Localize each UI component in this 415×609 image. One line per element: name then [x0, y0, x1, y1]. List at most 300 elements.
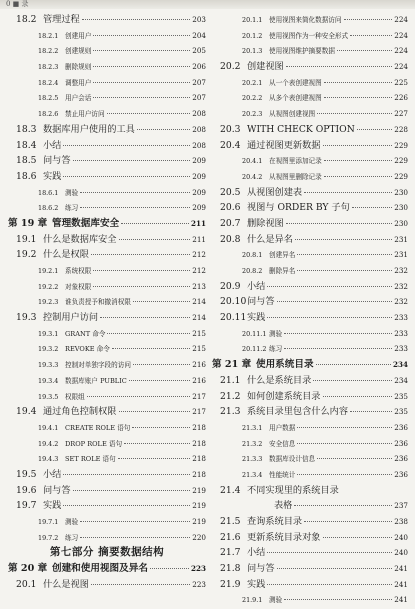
- toc-entry-title: 问与答: [247, 563, 275, 575]
- toc-entry-title: 从视图创建表: [247, 186, 303, 198]
- toc-dot-leader: [297, 254, 392, 255]
- toc-entry-title: 什么是数据库安全: [43, 233, 117, 245]
- toc-dot-leader: [73, 490, 191, 491]
- toc-page-number: 235: [394, 407, 408, 417]
- toc-entry-title: 创建视图: [247, 61, 284, 73]
- toc-entry-title: 删除异名: [269, 267, 296, 275]
- toc-entry-title: 用户数据: [269, 423, 296, 432]
- toc-entry-number: 21.7: [220, 547, 241, 559]
- toc-entry-title: 测验: [65, 188, 79, 197]
- toc-entry-number: 18.3: [16, 123, 37, 135]
- toc-dot-leader: [267, 317, 392, 318]
- toc-subsection-row: [8, 263, 206, 279]
- toc-section-row: [8, 122, 206, 138]
- toc-dot-leader: [93, 286, 190, 287]
- toc-entry-title: 使用视图来简化数据访问: [269, 16, 342, 24]
- toc-entry-title: 性能统计: [269, 470, 296, 479]
- toc-entry-title: 安全信息: [269, 439, 296, 448]
- toc-entry-number: 20.7: [220, 217, 241, 229]
- toc-entry-title: 测验: [65, 518, 79, 526]
- toc-dot-leader: [286, 223, 393, 224]
- toc-page-number: 233: [394, 344, 408, 354]
- toc-dot-leader: [317, 458, 392, 459]
- toc-dot-leader: [286, 66, 393, 67]
- toc-entry-number: 19.5: [16, 468, 37, 480]
- toc-entry-number: 20.4.1: [242, 157, 263, 166]
- toc-entry-title: 用户会话: [65, 94, 92, 103]
- toc-entry-title: 小结: [247, 280, 266, 292]
- toc-page-number: 229: [394, 156, 408, 166]
- toc-dot-leader: [119, 411, 191, 412]
- toc-entry-number: 19.7.2: [38, 533, 59, 542]
- toc-dot-leader: [297, 270, 392, 271]
- toc-page-number: 203: [192, 15, 206, 24]
- toc-subsection-row: [8, 279, 206, 295]
- toc-entry-title: 实践: [43, 500, 62, 512]
- toc-subsection-row: [212, 263, 408, 279]
- toc-section-row: [212, 294, 408, 310]
- toc-entry-number: 20.10: [220, 296, 247, 308]
- toc-page-number: 219: [192, 485, 206, 495]
- toc-dot-leader: [277, 568, 393, 569]
- toc-entry-number: 19.3.4: [38, 376, 59, 385]
- toc-dot-leader: [317, 113, 392, 114]
- toc-subsection-row: [212, 153, 408, 169]
- toc-dot-leader: [121, 223, 189, 224]
- toc-page-number: 240: [394, 548, 408, 558]
- toc-dot-leader: [352, 207, 392, 208]
- toc-dot-leader: [284, 333, 392, 334]
- toc-page-number: 208: [192, 109, 206, 119]
- toc-entry-title: 如何创建系统目录: [247, 390, 321, 402]
- toc-page-number: 219: [192, 501, 206, 511]
- toc-dot-leader: [133, 301, 190, 302]
- toc-entry-title: 练习: [65, 204, 79, 213]
- toc-entry-title: 什么是异名: [247, 233, 293, 245]
- toc-section-row: [212, 561, 408, 577]
- toc-entry-title: WITH CHECK OPTION: [247, 123, 355, 135]
- toc-entry-title: 创建和使用视图及异名: [52, 563, 148, 575]
- toc-entry-number: 19.7.1: [38, 518, 59, 526]
- toc-subsection-row: [212, 43, 408, 59]
- toc-dot-leader: [80, 521, 190, 522]
- toc-entry-number: 第 20 章: [8, 563, 48, 575]
- toc-dot-leader: [284, 599, 392, 600]
- toc-subsection-row: [8, 28, 206, 44]
- toc-entry-number: 21.3: [220, 406, 241, 418]
- toc-section-row: [212, 514, 408, 530]
- toc-entry-title: 不同实现里的系统目录: [247, 484, 339, 496]
- toc-page-number: 230: [394, 203, 408, 213]
- toc-page-number: 241: [394, 595, 408, 605]
- toc-page-number: 219: [192, 517, 206, 526]
- toc-entry-title: GRANT 命令: [65, 329, 106, 338]
- toc-page-number: 204: [192, 30, 206, 40]
- toc-dot-leader: [337, 50, 392, 51]
- toc-entry-title: 问与答: [43, 484, 71, 496]
- toc-subsection-row: [212, 28, 408, 44]
- toc-entry-title: 删除视图: [247, 217, 284, 229]
- toc-dot-leader: [357, 129, 393, 130]
- toc-entry-number: 19.2: [16, 249, 37, 261]
- toc-section-row: [212, 404, 408, 420]
- toc-entry-title: REVOKE 命令: [65, 345, 110, 354]
- toc-subsection-row: [212, 90, 408, 106]
- toc-subsection-row: [212, 420, 408, 436]
- toc-page-number: 236: [394, 454, 408, 464]
- toc-entry-number: 21.4: [220, 484, 241, 496]
- toc-entry-number: 19.3.5: [38, 392, 59, 401]
- toc-dot-leader: [63, 176, 190, 177]
- toc-entry-number: 20.8.1: [242, 251, 263, 260]
- toc-dot-leader: [80, 192, 190, 193]
- toc-entry-number: 19.4: [16, 406, 37, 418]
- toc-dot-leader: [324, 97, 393, 98]
- toc-page-number: 241: [394, 579, 408, 589]
- toc-entry-number: 18.2.3: [38, 63, 59, 72]
- toc-part-heading: [8, 545, 206, 561]
- toc-page-number: 237: [394, 501, 408, 511]
- toc-dot-leader: [93, 50, 190, 51]
- toc-dot-leader: [323, 537, 393, 538]
- toc-dot-leader: [267, 286, 392, 287]
- toc-page-number: 231: [394, 234, 408, 244]
- toc-section-row: [212, 577, 408, 593]
- toc-page-number: 241: [394, 564, 408, 574]
- toc-entry-title: 小结: [43, 139, 62, 151]
- toc-section-row: [212, 483, 408, 499]
- toc-entry-number: 第 19 章: [8, 217, 48, 229]
- toc-subsection-row: [8, 326, 206, 342]
- toc-page-number: 230: [394, 218, 408, 228]
- toc-entry-title: 数据库设计信息: [269, 455, 316, 464]
- toc-entry-title: 创建用户: [65, 31, 92, 40]
- toc-subsection-row: [8, 59, 206, 75]
- toc-entry-title: 小结: [43, 468, 62, 480]
- toc-entry-number: 21.3.2: [242, 439, 263, 448]
- toc-entry-title: 管理过程: [43, 14, 80, 25]
- toc-entry-number: 21.8: [220, 563, 241, 575]
- toc-dot-leader: [304, 192, 392, 193]
- toc-dot-leader: [107, 333, 190, 334]
- page-header-bar: [0, 0, 415, 9]
- toc-entry-title: 系统目录里包含什么内容: [247, 406, 349, 418]
- toc-section-row: [8, 232, 206, 248]
- toc-page-number: 205: [192, 46, 206, 56]
- toc-subsection-row: [8, 90, 206, 106]
- toc-page-number: 211: [192, 234, 206, 244]
- toc-entry-number: 18.6.2: [38, 204, 59, 213]
- toc-page-number: 208: [192, 124, 206, 134]
- toc-entry-title: 问与答: [247, 296, 275, 308]
- toc-dot-leader: [93, 270, 190, 271]
- toc-entry-title: 删除规则: [65, 63, 92, 72]
- toc-entry-title: 什么是视图: [43, 578, 89, 590]
- toc-page-number: 218: [192, 422, 206, 432]
- toc-section-row: [212, 59, 408, 75]
- toc-entry-number: 20.1.3: [242, 47, 263, 56]
- toc-section-row: [8, 577, 206, 593]
- toc-entry-number: 21.3.1: [242, 423, 263, 432]
- toc-page-number: 224: [394, 62, 408, 72]
- toc-entry-title: 通过角色控制权限: [43, 406, 117, 418]
- toc-dot-leader: [87, 396, 191, 397]
- toc-section-row: [8, 498, 206, 514]
- toc-subsection-row: [8, 75, 206, 91]
- toc-entry-number: 19.2.3: [38, 298, 59, 307]
- toc-entry-number: 19.3.1: [38, 329, 59, 338]
- toc-entry-number: 19.7: [16, 500, 37, 512]
- toc-subsection-row: [8, 185, 206, 201]
- toc-dot-leader: [129, 380, 190, 381]
- toc-page-number: 232: [394, 281, 408, 291]
- toc-dot-leader: [118, 458, 191, 459]
- toc-entry-number: 19.3: [16, 312, 37, 324]
- toc-entry-number: 21.1: [220, 374, 241, 386]
- toc-subsection-row: [212, 341, 408, 357]
- toc-page-number: 225: [394, 77, 408, 87]
- toc-entry-number: 20.9: [220, 280, 241, 292]
- toc-page-number: 234: [394, 375, 408, 385]
- toc-dot-leader: [267, 552, 392, 553]
- toc-section-row: [212, 138, 408, 154]
- toc-entry-title: 视图与 ORDER BY 子句: [247, 202, 350, 214]
- toc-entry-number: 18.6: [16, 170, 37, 182]
- toc-entry-number: 19.4.2: [38, 439, 59, 448]
- toc-dot-leader: [350, 411, 392, 412]
- toc-subsection-row: [8, 451, 206, 467]
- toc-entry-number: 18.2.2: [38, 47, 59, 56]
- toc-entry-title: SET ROLE 语句: [65, 455, 116, 464]
- toc-dot-leader: [93, 82, 190, 83]
- toc-entry-number: 18.2.5: [38, 94, 59, 103]
- toc-entry-number: 第 21 章: [212, 359, 252, 371]
- toc-subsection-row: [212, 436, 408, 452]
- toc-dot-leader: [324, 82, 393, 83]
- toc-page-number: 208: [192, 140, 206, 150]
- toc-page-number: 223: [190, 564, 206, 574]
- toc-page-number: 238: [394, 517, 408, 526]
- toc-entry-number: 21.3.3: [242, 455, 263, 464]
- toc-entry-number: 20.2.2: [242, 94, 263, 103]
- toc-dot-leader: [294, 505, 392, 506]
- toc-entry-number: 20.1.2: [242, 31, 263, 40]
- toc-dot-leader: [119, 239, 191, 240]
- toc-section-row: [212, 200, 408, 216]
- toc-entry-number: 20.2.3: [242, 110, 263, 119]
- toc-section-row: [212, 216, 408, 232]
- toc-entry-number: 20.6: [220, 202, 241, 214]
- toc-page-number: 224: [394, 46, 408, 56]
- toc-chapter-row: [8, 216, 206, 232]
- toc-dot-leader: [297, 427, 392, 428]
- toc-entry-title: 禁止用户访问: [65, 110, 105, 119]
- toc-page-number: 236: [394, 438, 408, 448]
- toc-entry-title: 从视图创建视图: [269, 110, 316, 119]
- toc-entry-title: 调整用户: [65, 78, 92, 87]
- toc-page-number: 228: [394, 124, 408, 134]
- toc-page-number: 214: [192, 297, 206, 307]
- toc-entry-title: 更新系统目录对象: [247, 531, 321, 543]
- toc-subsection-row: [212, 247, 408, 263]
- toc-section-row: [8, 153, 206, 169]
- toc-section-row: [8, 404, 206, 420]
- toc-dot-leader: [324, 160, 393, 161]
- toc-section-row: [212, 545, 408, 561]
- toc-entry-title: 问与答: [43, 155, 71, 167]
- toc-dot-leader: [313, 380, 392, 381]
- toc-page-number: 209: [192, 203, 206, 213]
- toc-entry-number: 20.4.2: [242, 172, 263, 181]
- toc-entry-title: 创建规则: [65, 47, 92, 56]
- toc-dot-leader: [112, 348, 190, 349]
- toc-page-number: 229: [394, 171, 408, 181]
- toc-subsection-row: [212, 106, 408, 122]
- toc-entry-title: 查询系统目录: [247, 516, 303, 527]
- toc-page-number: 231: [394, 250, 408, 260]
- toc-entry-number: 20.2: [220, 61, 241, 73]
- toc-section-row: [212, 389, 408, 405]
- toc-dot-leader: [107, 113, 191, 114]
- toc-entry-number: 18.2: [16, 14, 37, 25]
- toc-entry-title: CREATE ROLE 语句: [65, 423, 131, 432]
- toc-subsection-row: [8, 530, 206, 546]
- toc-dot-leader: [297, 443, 392, 444]
- toc-entry-title: 从多个表创建视图: [269, 94, 322, 103]
- toc-entry-title: 使用视图作为一种安全形式: [269, 31, 349, 40]
- toc-entry-title: 什么是系统目录: [247, 374, 312, 386]
- toc-subsection-row: [8, 420, 206, 436]
- toc-page-number: 233: [394, 313, 408, 323]
- toc-entry-number: 18.2.1: [38, 31, 59, 40]
- toc-subsection-row: [212, 75, 408, 91]
- toc-dot-leader: [277, 301, 393, 302]
- toc-entry-title: 从视图里删除记录: [269, 172, 322, 181]
- toc-subsection-row: [8, 373, 206, 389]
- toc-dot-leader: [284, 348, 392, 349]
- toc-page-number: 236: [394, 469, 408, 479]
- toc-page-number: 233: [394, 328, 408, 338]
- toc-page-number: 230: [394, 187, 408, 197]
- toc-entry-number: 20.3: [220, 123, 241, 135]
- toc-page-number: 232: [394, 266, 408, 275]
- toc-entry-number: 19.1: [16, 233, 37, 245]
- toc-entry-title: 数据库用户使用的工具: [43, 123, 135, 135]
- toc-dot-leader: [295, 239, 392, 240]
- toc-subsection-row: [212, 451, 408, 467]
- toc-dot-leader: [63, 145, 190, 146]
- toc-page-number: 216: [192, 375, 206, 385]
- toc-section-row: [212, 232, 408, 248]
- toc-page-number: 223: [192, 579, 206, 589]
- toc-entry-title: 练习: [65, 533, 79, 542]
- toc-entry-title: 实践: [247, 578, 266, 590]
- toc-entry-title: 测验: [269, 329, 283, 338]
- toc-dot-leader: [344, 19, 393, 20]
- toc-entry-number: 20.4: [220, 139, 241, 151]
- toc-entry-title: 测验: [269, 596, 283, 605]
- toc-entry-title: 实践: [43, 170, 62, 182]
- toc-continuation-row: [212, 498, 408, 514]
- toc-entry-title: 对象权限: [65, 282, 92, 291]
- toc-entry-title: 谁负责授予和撤消权限: [65, 298, 131, 307]
- toc-subsection-row: [212, 467, 408, 483]
- toc-dot-leader: [100, 317, 190, 318]
- toc-entry-number: 21.9: [220, 578, 241, 590]
- toc-section-row: [212, 310, 408, 326]
- toc-subsection-row: [212, 169, 408, 185]
- toc-page-number: 218: [192, 469, 206, 479]
- toc-subsection-row: [8, 294, 206, 310]
- toc-section-row: [212, 373, 408, 389]
- toc-dot-leader: [82, 19, 191, 20]
- toc-section-row: [8, 169, 206, 185]
- toc-entry-number: 19.3.3: [38, 361, 59, 370]
- toc-subsection-row: [8, 200, 206, 216]
- toc-entry-title: 什么是权限: [43, 249, 89, 261]
- toc-dot-leader: [80, 207, 190, 208]
- toc-subsection-row: [8, 357, 206, 373]
- toc-entry-title: 练习: [269, 345, 283, 354]
- toc-section-row: [8, 483, 206, 499]
- toc-subsection-row: [212, 592, 408, 608]
- toc-page-number: 207: [192, 93, 206, 103]
- toc-dot-leader: [267, 584, 392, 585]
- toc-dot-leader: [137, 129, 190, 130]
- toc-subsection-row: [8, 43, 206, 59]
- toc-dot-leader: [323, 145, 393, 146]
- toc-entry-number: 18.2.6: [38, 110, 59, 119]
- toc-page-number: 209: [192, 187, 206, 197]
- toc-entry-title: 小结: [247, 547, 266, 559]
- toc-dot-leader: [93, 97, 190, 98]
- toc-page-number: 234: [392, 360, 408, 370]
- toc-section-row: [8, 12, 206, 28]
- toc-entry-number: 21.2: [220, 390, 241, 402]
- toc-page-number: 224: [394, 30, 408, 40]
- toc-entry-number: 20.5: [220, 186, 241, 198]
- toc-page-number: 209: [192, 156, 206, 166]
- toc-chapter-row: [8, 561, 206, 577]
- toc-page-number: 215: [192, 344, 206, 354]
- toc-entry-title: 控制对单独字段的访问: [65, 361, 131, 370]
- toc-subsection-row: [8, 341, 206, 357]
- toc-subsection-row: [8, 389, 206, 405]
- toc-entry-title: 通过视图更新数据: [247, 139, 321, 151]
- toc-section-row: [8, 467, 206, 483]
- toc-entry-number: 19.2.2: [38, 282, 59, 291]
- toc-entry-title: 使用系统目录: [256, 359, 314, 371]
- toc-entry-number: 21.3.4: [242, 470, 263, 479]
- toc-entry-number: 20.2.1: [242, 78, 263, 87]
- toc-page-number: 213: [192, 281, 206, 291]
- toc-page-number: 212: [192, 266, 206, 275]
- toc-dot-leader: [316, 364, 391, 365]
- toc-dot-leader: [297, 474, 392, 475]
- toc-page-number: 236: [394, 422, 408, 432]
- toc-dot-leader: [350, 35, 392, 36]
- toc-dot-leader: [93, 35, 190, 36]
- toc-page-number: 218: [192, 438, 206, 448]
- toc-left-column: [8, 12, 206, 592]
- toc-entry-number: 18.6.1: [38, 188, 59, 197]
- toc-page-number: 212: [192, 250, 206, 260]
- toc-entry-number: 21.9.1: [242, 596, 263, 605]
- toc-entry-number: 19.4.1: [38, 423, 59, 432]
- toc-dot-leader: [80, 537, 190, 538]
- toc-entry-title: 创建异名: [269, 251, 296, 260]
- toc-entry-title: DROP ROLE 语句: [65, 439, 123, 448]
